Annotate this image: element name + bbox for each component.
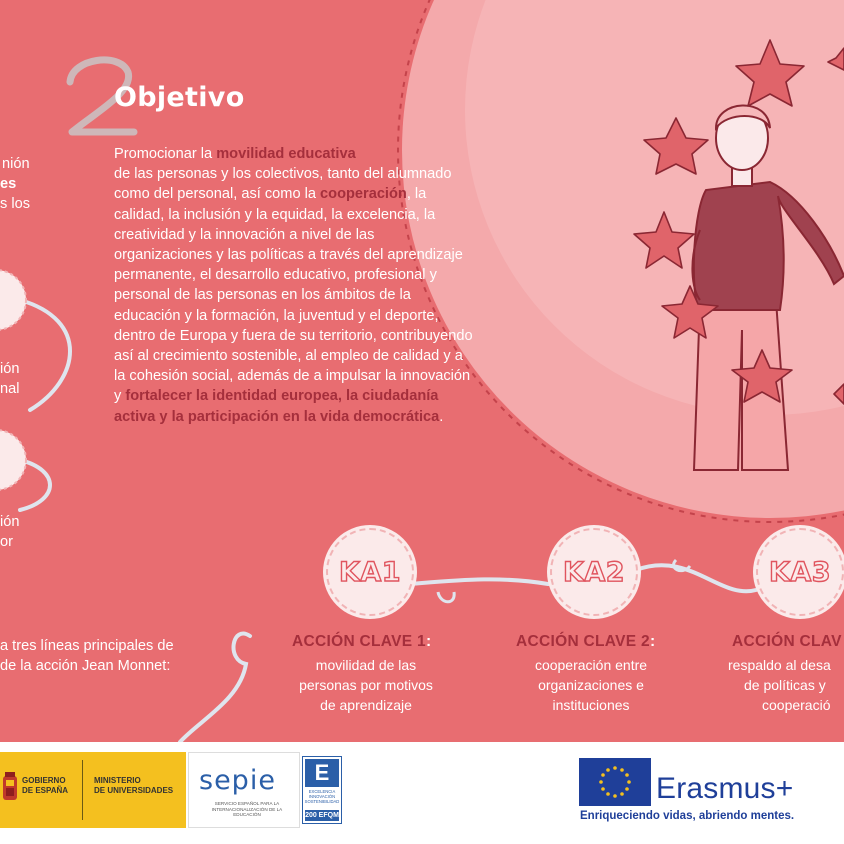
footer-logos — [0, 742, 844, 844]
ka1-title-colon: : — [425, 633, 432, 650]
ka1-desc-line-2: personas por motivos — [299, 677, 433, 694]
ka3-desc-line-2: de políticas y — [744, 677, 826, 694]
sepie-subtitle: SERVICIO ESPAÑOL PARA LA INTERNACIONALIZACIÓN DE LA EDUCACIÓN — [211, 801, 283, 818]
objective-paragraph — [114, 144, 474, 427]
ka2-desc-line-2: organizaciones e — [538, 677, 644, 694]
objective-highlight-2: cooperación — [320, 186, 407, 203]
section-title: Objetivo — [114, 82, 245, 113]
objective-highlight-1: movilidad educativa — [216, 146, 356, 162]
objective-text-2: de las personas y los colectivos, tanto del alumnado como del personal, así como la — [114, 166, 452, 203]
ka1-title-text: ACCIÓN CLAVE 1 — [292, 633, 426, 650]
left-fragment-5: nal — [0, 381, 20, 397]
left-circle-bottom — [0, 430, 26, 490]
efqm-badge — [302, 756, 342, 824]
government-logo-block — [0, 752, 186, 828]
left-connector-line — [20, 300, 70, 510]
left-fragment-6: ión — [0, 514, 20, 530]
eu-flag-icon — [579, 758, 651, 806]
ka2-title-colon: : — [649, 633, 656, 650]
erasmus-tagline: Enriqueciendo vidas, abriendo mentes. — [580, 810, 795, 822]
ka3-title — [732, 633, 842, 651]
ka3-label: KA3 — [768, 556, 832, 588]
left-circle-top — [0, 270, 26, 330]
erasmus-wordmark: Erasmus+ — [656, 772, 794, 805]
ka2-title — [516, 633, 655, 651]
ka2-desc-line-3: instituciones — [552, 697, 630, 714]
ka1-title — [292, 633, 431, 651]
left-fragment-1: nión — [2, 156, 30, 172]
ministry-label: MINISTERIO DE UNIVERSIDADES — [94, 776, 174, 795]
ka3-desc-line-1: respaldo al desa — [728, 657, 831, 673]
ka3-circle — [756, 528, 844, 616]
bottom-left-connector — [180, 634, 250, 742]
ka3-title-text: ACCIÓN CLAV — [732, 633, 842, 650]
objective-text-4: . — [439, 408, 444, 425]
government-divider — [82, 760, 83, 820]
sepie-logo — [188, 752, 300, 828]
left-fragment-8: a tres líneas principales de — [0, 638, 174, 654]
ka1-label: KA1 — [338, 556, 402, 588]
left-fragment-4: ión — [0, 361, 20, 377]
ka1-description — [285, 655, 447, 716]
objective-text-3: , la calidad, la inclusión y la equidad, la excelencia, la creatividad y la innovación a nivel de las organizaciones y las políticas a través del aprendizaje permanente, el desarrollo educativo, profesional y personal de las personas en los ámbitos de la educación y la formación, la juventud y el deporte, dentro de Europa y fuera de su territorio, contribuyendo así al crecimiento sostenible, al empleo de calidad y a la cohesión social, además de a impulsar la innovación y — [114, 186, 473, 405]
left-fragment-9: de la acción Jean Monnet: — [0, 658, 171, 674]
efqm-text: EXCELENCIA INNOVACIÓN SOSTENIBILIDAD — [304, 789, 340, 804]
ka2-circle — [550, 528, 638, 616]
government-label: GOBIERNO DE ESPAÑA — [22, 776, 69, 795]
left-fragment-7: or — [0, 534, 13, 550]
efqm-score: 200 EFQM — [305, 812, 339, 819]
ka2-desc-line-1: cooperación entre — [534, 657, 648, 673]
ka1-desc-line-1: movilidad de las — [315, 657, 417, 673]
eu-stars-icon — [579, 758, 651, 806]
objective-text-1: Promocionar la — [114, 146, 217, 162]
ka2-description — [516, 655, 666, 716]
ka3-description — [728, 655, 844, 716]
ka2-title-text: ACCIÓN CLAVE 2 — [516, 633, 650, 650]
ka3-desc-line-3: cooperació — [762, 697, 831, 714]
ka2-label: KA2 — [562, 556, 626, 588]
coat-of-arms-icon — [2, 772, 18, 808]
objective-highlight-3: fortalecer la identidad europea, la ciudadanía activa y la participación en la vida democrática — [114, 388, 440, 425]
left-fragment-3: s los — [0, 196, 31, 212]
ka1-desc-line-3: de aprendizaje — [320, 697, 412, 714]
ka1-circle — [326, 528, 414, 616]
efqm-letter: E — [305, 759, 339, 787]
sepie-wordmark: sepie — [199, 765, 276, 796]
left-fragment-2: es — [0, 176, 17, 192]
